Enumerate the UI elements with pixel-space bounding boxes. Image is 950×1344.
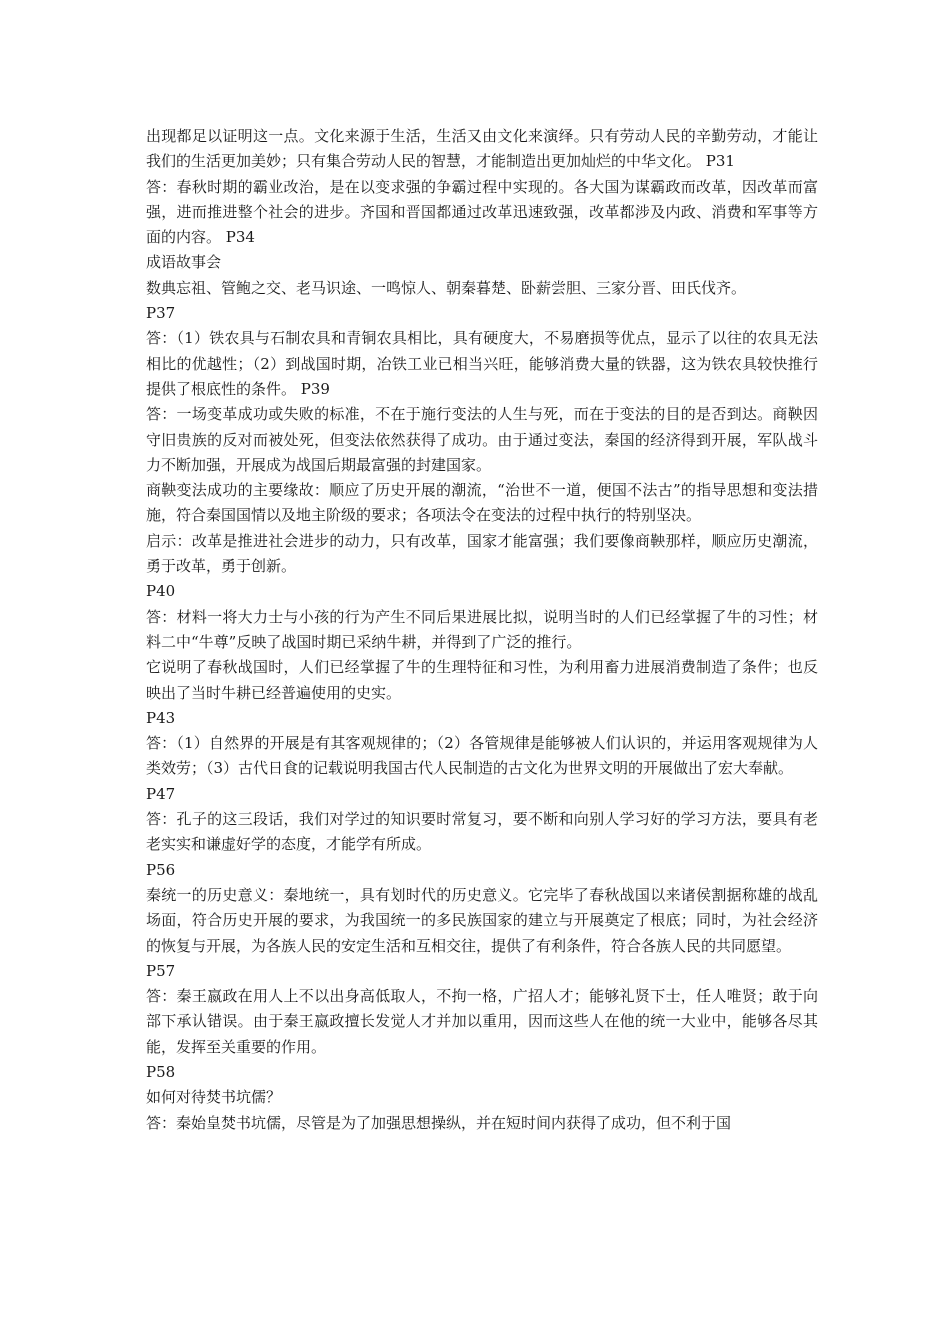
document-body (146, 124, 818, 1136)
paragraph: 答：秦王嬴政在用人上不以出身高低取人，不拘一格，广招人才；能够礼贤下士，任人唯贤；敢于向部下承认错误。由于秦王嬴政擅长发觉人才并加以重用，因而这些人在他的统一大业中，能够各尽其能，发挥至关重要的作用。 (146, 987, 818, 1056)
paragraph: P47 (146, 784, 176, 803)
paragraph: 答：（1）自然界的开展是有其客观规律的；（2）各管规律是能够被人们认识的，并运用客观规律为人类效劳；（3）古代日食的记载说明我国古代人民制造的古文化为世界文明的开展做出了宏大奉献。 (146, 734, 818, 778)
paragraph: 数典忘祖、管鲍之交、老马识途、一鸣惊人、朝秦暮楚、卧薪尝胆、三家分晋、田氏伐齐。 (146, 278, 747, 297)
paragraph: 答：（1）铁农具与石制农具和青铜农具相比，具有硬度大，不易磨损等优点，显示了以往的农具无法相比的优越性；（2）到战国时期，冶铁工业已相当兴旺，能够消费大量的铁器，这为铁农具较快推行提供了根底性的条件。 P39 (146, 329, 818, 398)
paragraph: 成语故事会 (146, 253, 222, 272)
paragraph: P43 (146, 708, 176, 727)
paragraph: 答：春秋时期的霸业改治，是在以变求强的争霸过程中实现的。各大国为谋霸政而改革，因改革而富强，进而推进整个社会的进步。齐国和晋国都通过改革迅速致强，改革都涉及内政、消费和军事等方面的内容。 P34 (146, 177, 818, 247)
paragraph: 答：孔子的这三段话，我们对学过的知识要时常复习，要不断和向别人学习好的学习方法，要具有老老实实和谦虚好学的态度，才能学有所成。 (146, 810, 818, 854)
paragraph: P56 (146, 860, 176, 879)
paragraph: 出现都足以证明这一点。文化来源于生活，生活又由文化来演绎。只有劳动人民的辛勤劳动，才能让我们的生活更加美妙；只有集合劳动人民的智慧，才能制造出更加灿烂的中华文化。 P31 (146, 127, 818, 171)
paragraph: 如何对待焚书坑儒？ (146, 1088, 282, 1107)
paragraph: 启示：改革是推进社会进步的动力，只有改革，国家才能富强；我们要像商鞅那样，顺应历史潮流，勇于改革，勇于创新。 (146, 531, 818, 576)
paragraph: 秦统一的历史意义：秦地统一，具有划时代的历史意义。它完毕了春秋战国以来诸侯割据称雄的战乱场面，符合历史开展的要求，为我国统一的多民族国家的建立与开展奠定了根底；同时，为社会经济的恢复与开展，为各族人民的安定生活和互相交往，提供了有利条件，符合各族人民的共同愿望。 (146, 885, 818, 955)
paragraph: 它说明了春秋战国时，人们已经掌握了牛的生理特征和习性，为利用畜力进展消费制造了条件；也反映出了当时牛耕已经普遍使用的史实。 (146, 658, 818, 702)
paragraph: P37 (146, 304, 176, 323)
paragraph: P40 (146, 582, 176, 601)
paragraph: P58 (146, 1062, 176, 1081)
paragraph: 商鞅变法成功的主要缘故：顺应了历史开展的潮流，“治世不一道，便国不法古”的指导思想和变法措施，符合秦国国情以及地主阶级的要求；各项法令在变法的过程中执行的特别坚决。 (146, 481, 818, 525)
paragraph: P57 (146, 961, 176, 980)
paragraph: 答：材料一将大力士与小孩的行为产生不同后果进展比拟，说明当时的人们已经掌握了牛的习性；材料二中“牛尊”反映了战国时期已采纳牛耕，并得到了广泛的推行。 (146, 607, 818, 651)
paragraph: 答：一场变革成功或失败的标准，不在于施行变法的人生与死，而在于变法的目的是否到达。商鞅因守旧贵族的反对而被处死，但变法依然获得了成功。由于通过变法，秦国的经济得到开展，军队战斗力不断加强，开展成为战国后期最富强的封建国家。 (146, 405, 818, 474)
paragraph: 答：秦始皇焚书坑儒，尽管是为了加强思想操纵，并在短时间内获得了成功，但不利于国 (146, 1113, 732, 1132)
